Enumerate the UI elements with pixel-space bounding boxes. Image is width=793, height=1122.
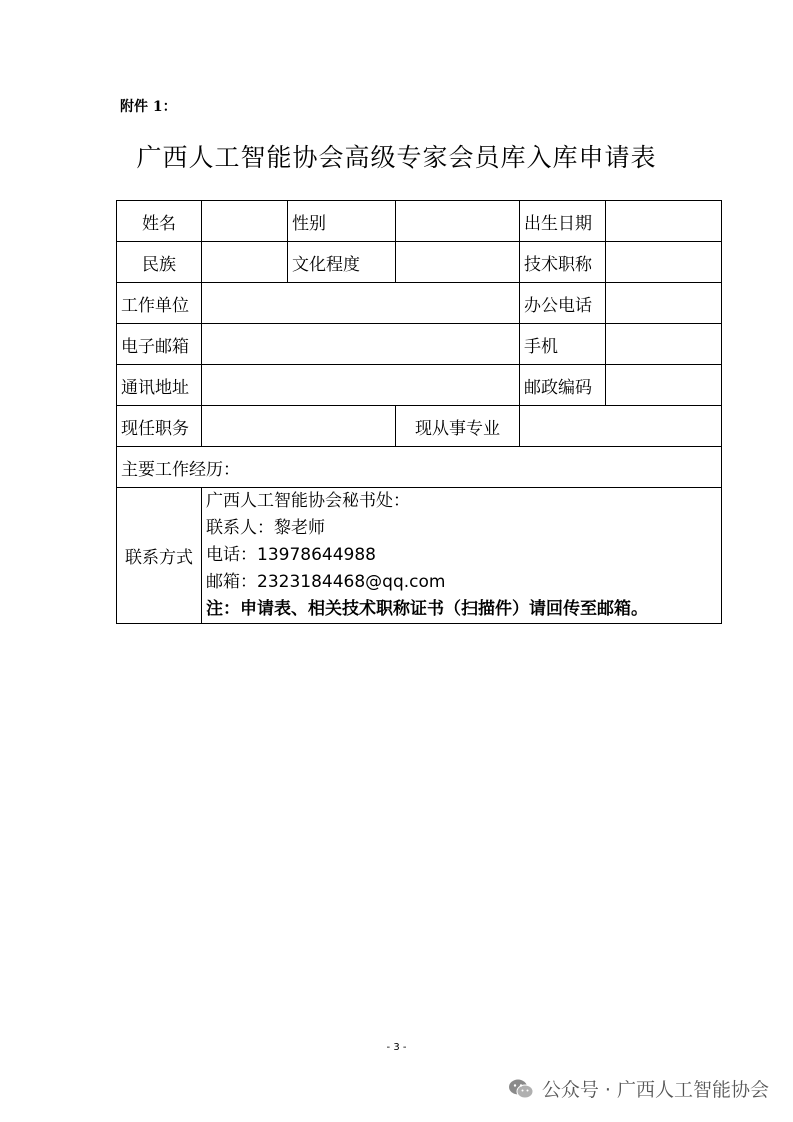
wechat-icon [508, 1078, 534, 1100]
tech-title-field[interactable] [606, 242, 722, 283]
name-label: 姓名 [117, 201, 202, 242]
contact-note: 注：申请表、相关技术职称证书（扫描件）请回传至邮箱。 [206, 599, 648, 619]
form-row-email [117, 324, 722, 365]
email-field[interactable] [202, 324, 520, 365]
postcode-label: 邮政编码 [520, 365, 606, 406]
form-row-basic [117, 201, 722, 242]
page-number: - 3 - [386, 1042, 407, 1053]
position-field[interactable] [202, 406, 396, 447]
education-label: 文化程度 [288, 242, 396, 283]
ethnicity-field[interactable] [202, 242, 288, 283]
specialty-label: 现从事专业 [396, 406, 520, 447]
mobile-label: 手机 [520, 324, 606, 365]
mobile-field[interactable] [606, 324, 722, 365]
form-row-ethnicity [117, 242, 722, 283]
form-row-position [117, 406, 722, 447]
contact-person: 联系人：黎老师 [206, 518, 325, 538]
name-field[interactable] [202, 201, 288, 242]
address-field[interactable] [202, 365, 520, 406]
experience-field[interactable] [117, 447, 722, 488]
employer-field[interactable] [202, 283, 520, 324]
email-label: 电子邮箱 [117, 324, 202, 365]
contact-email: 邮箱：2323184468@qq.com [206, 572, 446, 592]
postcode-field[interactable] [606, 365, 722, 406]
form-title: 广西人工智能协会高级专家会员库入库申请表 [136, 143, 657, 172]
form-row-contact [117, 488, 722, 624]
education-field[interactable] [396, 242, 520, 283]
office-phone-label: 办公电话 [520, 283, 606, 324]
form-row-experience [117, 447, 722, 488]
ethnicity-label: 民族 [117, 242, 202, 283]
employer-label: 工作单位 [117, 283, 202, 324]
gender-field[interactable] [396, 201, 520, 242]
form-row-employer [117, 283, 722, 324]
office-phone-field[interactable] [606, 283, 722, 324]
position-label: 现任职务 [117, 406, 202, 447]
watermark-text: 公众号 · 广西人工智能协会 [541, 1079, 769, 1101]
form-row-address [117, 365, 722, 406]
watermark [508, 1075, 769, 1102]
application-form [116, 200, 722, 624]
experience-label: 主要工作经历： [121, 459, 240, 480]
birthdate-field[interactable] [606, 201, 722, 242]
tech-title-label: 技术职称 [520, 242, 606, 283]
birthdate-label: 出生日期 [520, 201, 606, 242]
contact-info [202, 488, 722, 624]
contact-label: 联系方式 [117, 488, 202, 624]
attachment-label: 附件 1： [120, 99, 177, 115]
gender-label: 性别 [288, 201, 396, 242]
specialty-field[interactable] [520, 406, 722, 447]
contact-phone: 电话：13978644988 [206, 545, 376, 565]
address-label: 通讯地址 [117, 365, 202, 406]
contact-office: 广西人工智能协会秘书处： [206, 491, 410, 511]
